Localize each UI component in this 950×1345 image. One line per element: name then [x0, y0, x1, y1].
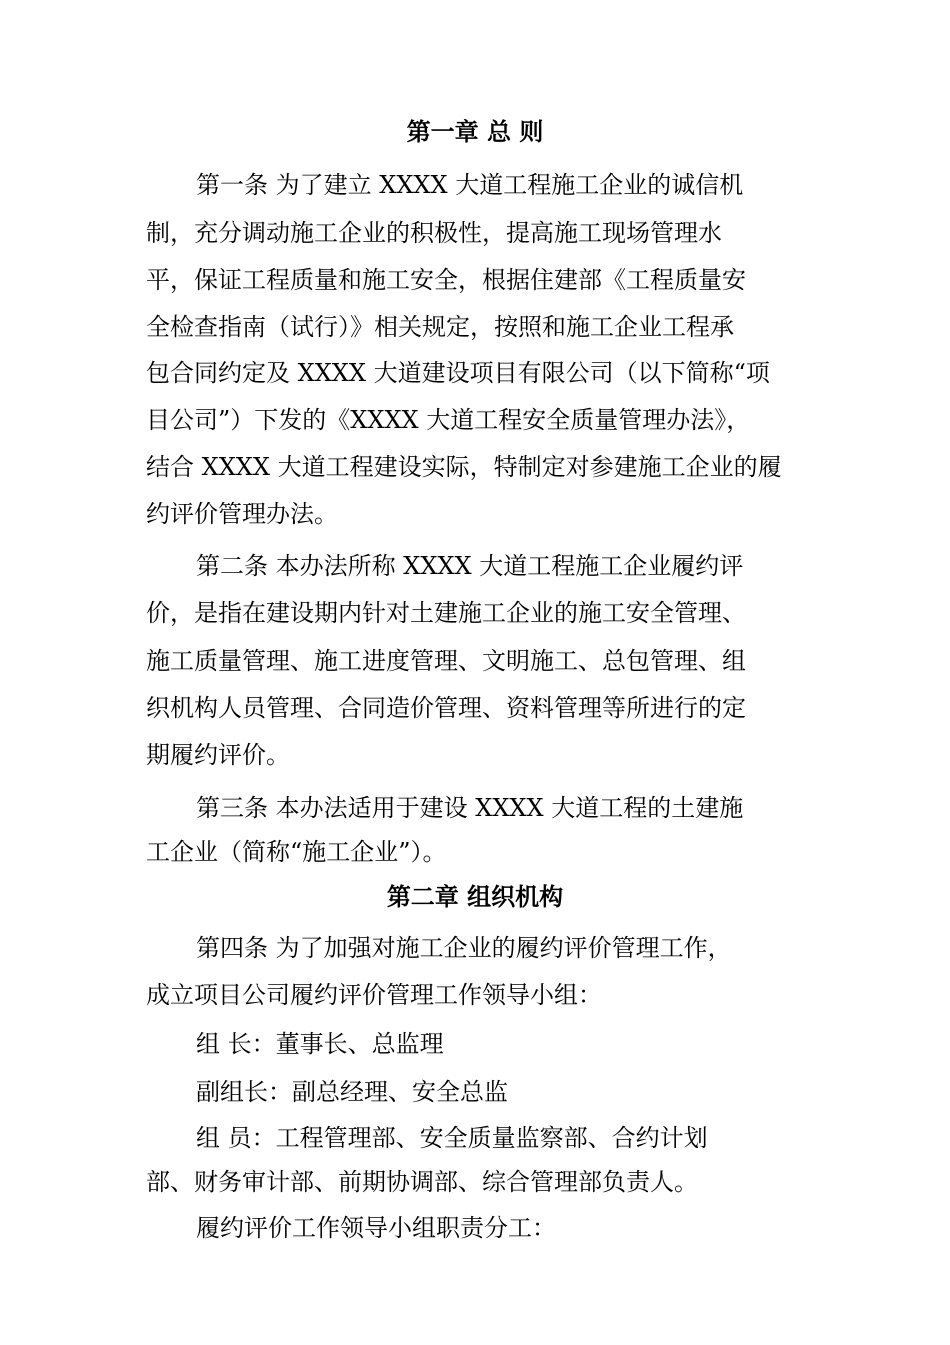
article-1-line-8: 约评价管理办法。 [146, 500, 338, 528]
chapter-1-title: 第一章 总 则 [406, 118, 544, 146]
article-2-line-1: 第二条 本办法所称 XXXX 大道工程施工企业履约评 [196, 552, 744, 580]
article-2-line-3: 施工质量管理、施工进度管理、文明施工、总包管理、组 [146, 647, 746, 675]
article-2-line-4: 织机构人员管理、合同造价管理、资料管理等所进行的定 [146, 694, 746, 722]
group-leader: 组 长：董事长、总监理 [196, 1030, 444, 1058]
article-1-line-7: 结合 XXXX 大道工程建设实际，特制定对参建施工企业的履 [146, 453, 782, 481]
article-4-line-2: 成立项目公司履约评价管理工作领导小组： [146, 981, 602, 1009]
article-3-line-1: 第三条 本办法适用于建设 XXXX 大道工程的土建施 [196, 794, 744, 822]
article-1-line-4: 全检查指南（试行）》相关规定，按照和施工企业工程承 [146, 313, 734, 341]
article-1-line-5: 包合同约定及 XXXX 大道建设项目有限公司（以下简称“项 [146, 359, 770, 387]
group-members-line-1: 组 员：工程管理部、安全质量监察部、合约计划 [196, 1124, 708, 1152]
article-4-line-1: 第四条 为了加强对施工企业的履约评价管理工作， [196, 934, 732, 962]
article-1-line-3: 平，保证工程质量和施工安全，根据住建部《工程质量安 [146, 266, 746, 294]
article-1-line-1: 第一条 为了建立 XXXX 大道工程施工企业的诚信机 [196, 171, 744, 199]
article-1-line-2: 制，充分调动施工企业的积极性，提高施工现场管理水 [146, 219, 722, 247]
group-members-line-2: 部、财务审计部、前期协调部、综合管理部负责人。 [146, 1168, 698, 1196]
article-1-line-6: 目公司”）下发的《XXXX 大道工程安全质量管理办法》， [146, 406, 751, 434]
group-deputy: 副组长：副总经理、安全总监 [196, 1078, 508, 1106]
article-3-line-2: 工企业（简称“施工企业”）。 [146, 838, 447, 866]
chapter-2-title: 第二章 组织机构 [386, 883, 564, 911]
article-2-line-5: 期履约评价。 [146, 741, 290, 769]
group-duties-heading: 履约评价工作领导小组职责分工： [196, 1214, 556, 1242]
article-2-line-2: 价，是指在建设期内针对土建施工企业的施工安全管理、 [146, 599, 746, 627]
